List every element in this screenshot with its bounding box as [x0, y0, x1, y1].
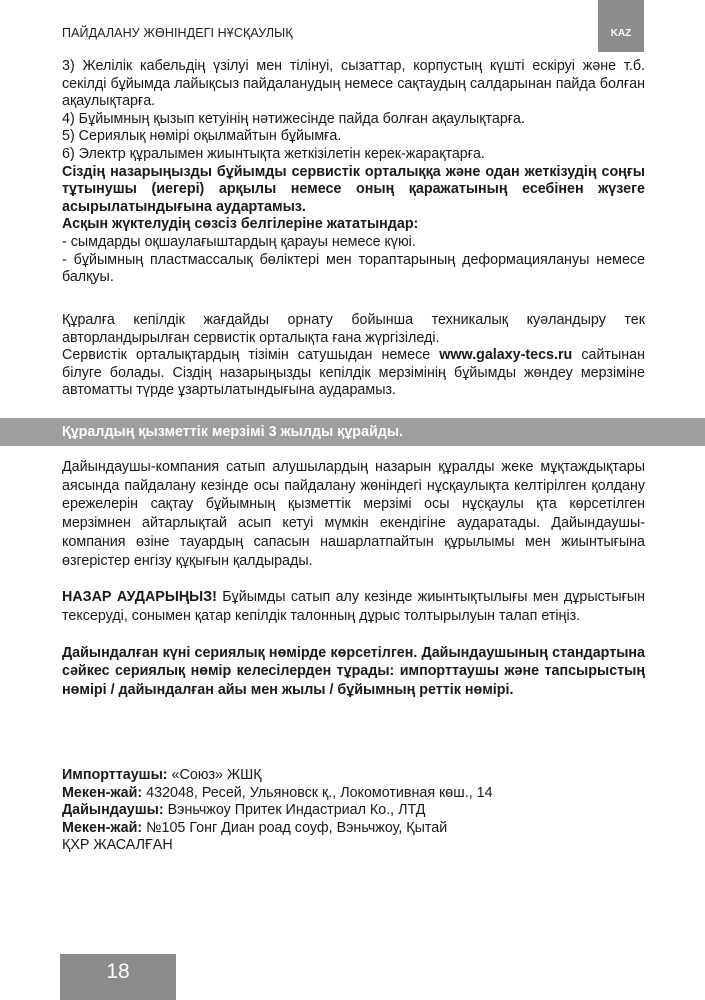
service-text-end: сайтынан білуге болады. Сіздің назарыңызды кепілдік мерзімінің бұйымды жөндеу мерзіміне автоматты түрде ұзартылатындығына аударамыз. [62, 347, 645, 399]
page-number: 18 [106, 960, 130, 983]
service-life-heading: Құралдың қызметтік мерзімі 3 жылды құрайды. [62, 424, 404, 440]
manufacturer-block [62, 458, 645, 700]
attention-paragraph [62, 588, 645, 625]
page-number-box [60, 954, 176, 1000]
serial-number-info: Дайындалған күні сериялық нөмірде көрсетілген. Дайындаушының стандартына сәйкес сериялық нөмір келесілерден тұрады: импорттаушы және тапсырыстың нөмірі / дайындалған айы мен жылы / бұйымның реттік нөмірі. [62, 644, 645, 699]
importer-label: Импорттаушы: [62, 767, 168, 783]
language-tab: KAZ [598, 0, 644, 52]
made-in-line: ҚХР ЖАСАЛҒАН [62, 837, 173, 854]
service-paragraph-1: Құралға кепілдік жағдайды орнату бойынша техникалық куәландыру тек авторландырылған сервистік орталықта ғана жүргізіледі. [62, 312, 645, 346]
manufacturer-label: Дайындаушы: [62, 802, 164, 819]
overload-sign-1: - сымдарды оқшаулағыштардың қарауы немесе күюі. [62, 233, 416, 250]
exclusion-item-3: 3) Желілік кабельдің үзілуі мен тілінуі, сызаттар, корпустың күшті ескіруі және т.б. секілді бұйымда лайықсыз пайдаланудың немесе сақтаудың салдарынан пайда болған ақаулықтарға. [62, 58, 645, 110]
manufacturer-paragraph: Дайындаушы-компания сатып алушылардың назарын құралды жеке мұқтаждықтары аясында пайдалану кезінде осы пайдалану жөніндегі нұсқаулықта келтірілген қолдану ережелерін сақтау бұйымның қызметтік мерзімі осы нұсқаулы қта көрсетілген мерзімнен айтарлықтай асып кетуі мүмкін екендігіне аударатады. Дайындаушы-компания өзіне тауардың сапасын нашарлатпайтын құрылымы мен жиынтығына өзгерістер енгізу құқығын қалдырады. [62, 459, 645, 569]
importer-value: «Союз» ЖШҚ [171, 767, 262, 783]
importer-address-label: Мекен-жай: [62, 784, 143, 801]
importer-address-value: 432048, Ресей, Ульяновск қ., Локомотивная көш., 14 [146, 784, 493, 801]
exclusion-item-6: 6) Электр құралымен жиынтықта жеткізілетін керек-жарақтарға. [62, 145, 485, 162]
attention-label: НАЗАР АУДАРЫҢЫЗ! [62, 589, 217, 606]
page-header-title: ПАЙДАЛАНУ ЖӨНІНДЕГІ НҰСҚАУЛЫҚ [62, 26, 293, 40]
website-link[interactable]: www.galaxy-tecs.ru [439, 347, 573, 364]
service-life-bar [0, 418, 705, 446]
importer-line [62, 767, 645, 785]
manufacturer-address-label: Мекен-жай: [62, 819, 143, 836]
warranty-exclusions-block [62, 58, 645, 287]
manufacturer-address-line [62, 820, 645, 838]
manufacturer-address-value: №105 Гонг Диан роад соуф, Вэньчжоу, Қытай [146, 819, 448, 836]
overload-sign-2: - бұйымның пластмассалық бөліктері мен тораптарының деформациялануы немесе балқуы. [62, 251, 645, 286]
overload-heading: Асқын жүктелудің сөзсіз белгілеріне жататындар: [62, 216, 419, 233]
service-paragraph-2 [62, 347, 645, 400]
delivery-notice: Сіздің назарыңызды бұйымды сервистік орталыққа және одан жеткізудің соңғы тұтынушы (иегері) арқылы немесе оның қаражатының есебінен жүзеге асырылатындығына аудартамыз. [62, 163, 645, 215]
exclusion-item-4: 4) Бұйымның қызып кетуінің нәтижесінде пайда болған ақаулықтарға. [62, 110, 525, 127]
exclusion-item-5: 5) Сериялық нөмірі оқылмайтын бұйымға. [62, 128, 342, 145]
manufacturer-value: Вэньчжоу Притек Индастриал Ко., ЛТД [167, 802, 426, 819]
importer-address-line [62, 785, 645, 803]
contacts-block [62, 767, 645, 855]
service-centers-block [62, 312, 645, 400]
attention-text: Бұйымды сатып алу кезінде жиынтықтылығы мен дұрыстығын тексеруді, сонымен қатар кепілдік талонның дұрыс толтырылуын талап етіңіз. [62, 589, 645, 624]
service-text-start: Сервистік орталықтардың тізімін сатушыдан немесе [62, 347, 431, 364]
manufacturer-line [62, 802, 645, 820]
